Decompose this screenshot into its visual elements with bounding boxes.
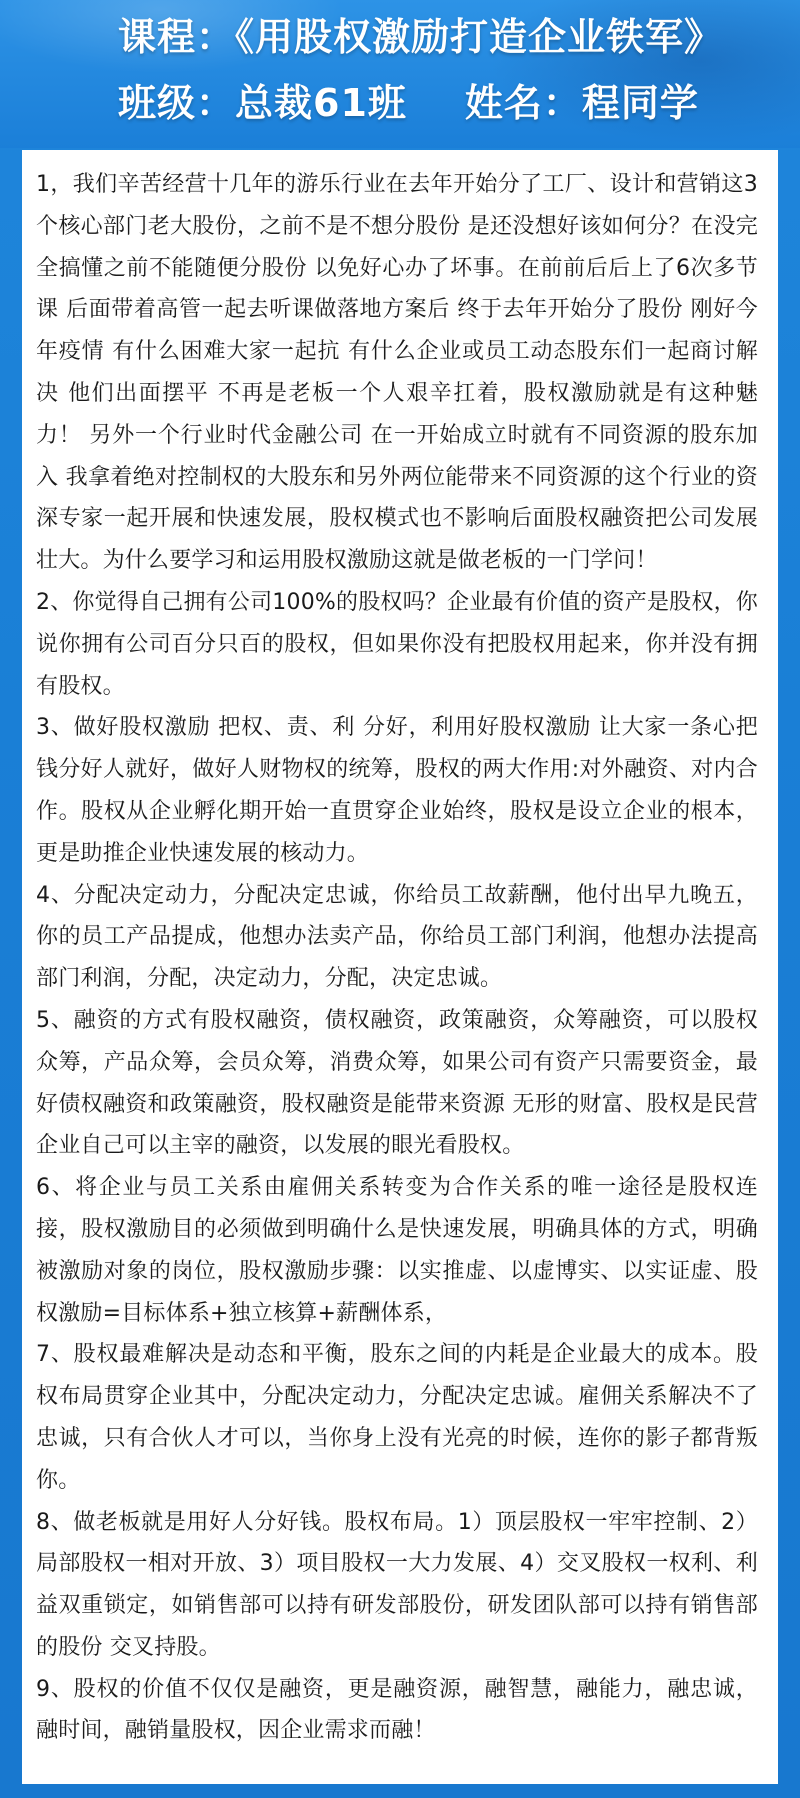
- class-name-line: [118, 72, 699, 127]
- note-paragraph-9: 9、股权的价值不仅仅是融资，更是融资源，融智慧，融能力，融忠诚，融时间，融销量股权，因企业需求而融！: [36, 1676, 758, 1744]
- student-name-label: 姓名：程同学: [464, 81, 699, 125]
- note-paragraph-6: 6、将企业与员工关系由雇佣关系转变为合作关系的唯一途径是股权连接，股权激励目的必须做到明确什么是快速发展，明确具体的方式，明确被激励对象的岗位，股权激励步骤：以实推虚、以虚博实、以实证虚、股权激励=目标体系+独立核算+薪酬体系，: [36, 1175, 758, 1326]
- note-paragraph-3: 3、做好股权激励 把权、责、利 分好，利用好股权激励 让大家一条心把钱分好人就好，做好人财物权的统筹，股权的两大作用:对外融资、对内合作。股权从企业孵化期开始一直贯穿企业始终，股权是设立企业的根本，更是助推企业快速发展的核动力。: [36, 715, 758, 866]
- note-paragraph-2: 2、你觉得自己拥有公司100%的股权吗？企业最有价值的资产是股权，你说你拥有公司百分只百的股权，但如果你没有把股权用起来，你并没有拥有股权。: [36, 589, 758, 699]
- note-paragraph-7: 7、股权最难解决是动态和平衡，股东之间的内耗是企业最大的成本。股权布局贯穿企业其中，分配决定动力，分配决定忠诚。雇佣关系解决不了忠诚，只有合伙人才可以，当你身上没有光亮的时候，连你的影子都背叛你。: [36, 1342, 758, 1493]
- class-label: 班级：总裁61班: [118, 81, 407, 125]
- note-paragraph-4: 4、分配决定动力，分配决定忠诚，你给员工故薪酬，他付出早九晚五，你的员工产品提成，他想办法卖产品，你给员工部门利润，他想办法提高部门利润，分配，决定动力，分配，决定忠诚。: [36, 882, 758, 992]
- header-banner: [0, 0, 800, 148]
- notes-card: [22, 150, 778, 1784]
- note-paragraph-1: 1，我们辛苦经营十几年的游乐行业在去年开始分了工厂、设计和营销这3个核心部门老大股份，之前不是不想分股份 是还没想好该如何分？在没完全搞懂之前不能随便分股份 以免好心办了坏事。在前前后后上了6次多节课 后面带着高管一起去听课做落地方案后 终于去年开始分了股份 刚好今年疫情 有什么困难大家一起抗 有什么企业或员工动态股东们一起商讨解决 他们出面摆平 不再是老板一个人艰辛扛着，股权激励就是有这种魅力！ 另外一个行业时代金融公司 在一开始成立时就有不同资源的股东加入 我拿着绝对控制权的大股东和另外两位能带来不同资源的这个行业的资深专家一起开展和快速发展，股权模式也不影响后面股权融资把公司发展壮大。为什么要学习和运用股权激励这就是做老板的一门学问！: [36, 172, 758, 574]
- course-title: 课程：《用股权激励打造企业铁军》: [118, 15, 724, 59]
- note-paragraph-8: 8、做老板就是用好人分好钱。股权布局。1）顶层股权一牢牢控制、2）局部股权一相对开放、3）项目股权一大力发展、4）交叉股权一权利、利益双重锁定，如销售部可以持有研发部股份，研发团队部可以持有销售部的股份 交叉持股。: [36, 1509, 758, 1660]
- note-paragraph-5: 5、融资的方式有股权融资，债权融资，政策融资，众筹融资，可以股权众筹，产品众筹，会员众筹，消费众筹，如果公司有资产只需要资金，最好债权融资和政策融资，股权融资是能带来资源 无形的财富、股权是民营企业自己可以主宰的融资，以发展的眼光看股权。: [36, 1007, 758, 1159]
